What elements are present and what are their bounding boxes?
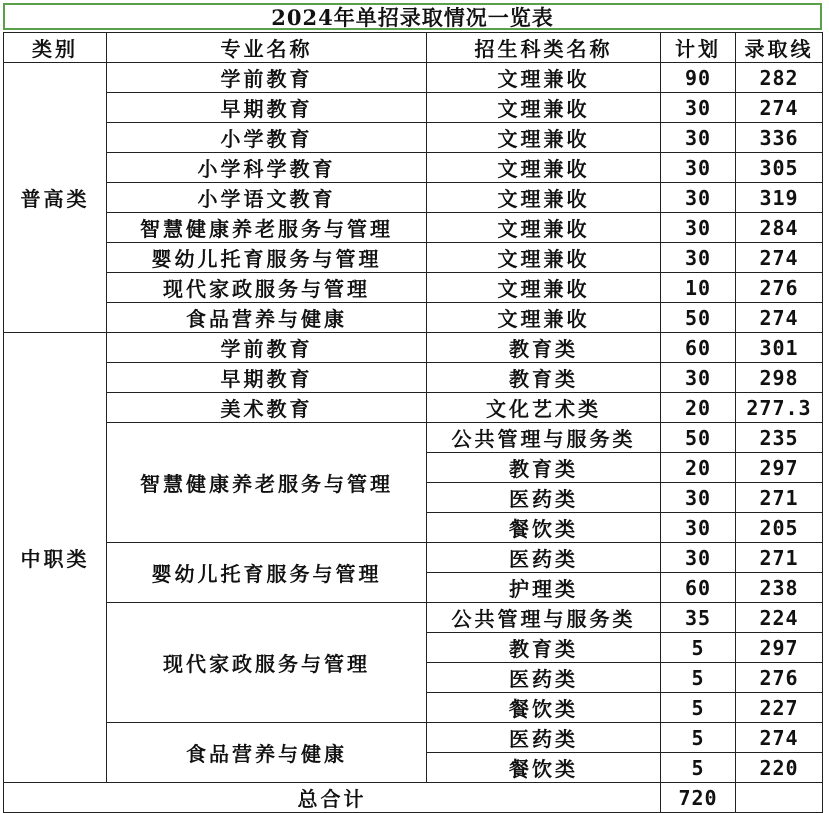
- table-row: [4, 213, 823, 243]
- table-row: [4, 363, 823, 393]
- total-score: [736, 783, 823, 813]
- header-subject: 招生科类名称: [427, 33, 661, 63]
- plan-cell: 60: [661, 333, 736, 363]
- major-cell: 美术教育: [107, 393, 427, 423]
- major-cell: 婴幼儿托育服务与管理: [107, 543, 427, 603]
- table-row: [4, 93, 823, 123]
- score-cell: 274: [736, 93, 823, 123]
- plan-cell: 30: [661, 183, 736, 213]
- subject-cell: 餐饮类: [427, 693, 661, 723]
- score-cell: 205: [736, 513, 823, 543]
- score-cell: 220: [736, 753, 823, 783]
- admission-table: [3, 32, 823, 813]
- plan-cell: 30: [661, 153, 736, 183]
- table-row: [4, 543, 823, 573]
- subject-cell: 医药类: [427, 543, 661, 573]
- major-cell: 早期教育: [107, 93, 427, 123]
- subject-cell: 文理兼收: [427, 213, 661, 243]
- plan-cell: 35: [661, 603, 736, 633]
- plan-cell: 5: [661, 723, 736, 753]
- table-row: [4, 423, 823, 453]
- table-row: [4, 63, 823, 93]
- table-row: [4, 153, 823, 183]
- score-cell: 276: [736, 273, 823, 303]
- header-plan: 计划: [661, 33, 736, 63]
- score-cell: 274: [736, 303, 823, 333]
- subject-cell: 教育类: [427, 363, 661, 393]
- score-cell: 227: [736, 693, 823, 723]
- plan-cell: 90: [661, 63, 736, 93]
- table-row: [4, 243, 823, 273]
- score-cell: 274: [736, 243, 823, 273]
- subject-cell: 教育类: [427, 453, 661, 483]
- subject-cell: 医药类: [427, 723, 661, 753]
- plan-cell: 30: [661, 123, 736, 153]
- plan-cell: 50: [661, 303, 736, 333]
- plan-cell: 20: [661, 393, 736, 423]
- table-row: [4, 303, 823, 333]
- major-cell: 食品营养与健康: [107, 303, 427, 333]
- score-cell: 271: [736, 483, 823, 513]
- header-row: [4, 33, 823, 63]
- subject-cell: 文理兼收: [427, 153, 661, 183]
- major-cell: 小学教育: [107, 123, 427, 153]
- total-row: [4, 783, 823, 813]
- header-category: 类别: [4, 33, 107, 63]
- major-cell: 学前教育: [107, 333, 427, 363]
- score-cell: 224: [736, 603, 823, 633]
- total-plan: 720: [661, 783, 736, 813]
- score-cell: 235: [736, 423, 823, 453]
- score-cell: 282: [736, 63, 823, 93]
- score-cell: 319: [736, 183, 823, 213]
- subject-cell: 护理类: [427, 573, 661, 603]
- subject-cell: 餐饮类: [427, 513, 661, 543]
- header-score: 录取线: [736, 33, 823, 63]
- major-cell: 学前教育: [107, 63, 427, 93]
- plan-cell: 50: [661, 423, 736, 453]
- subject-cell: 医药类: [427, 663, 661, 693]
- plan-cell: 30: [661, 543, 736, 573]
- total-label: 总合计: [4, 783, 661, 813]
- score-cell: 238: [736, 573, 823, 603]
- major-cell: 婴幼儿托育服务与管理: [107, 243, 427, 273]
- score-cell: 298: [736, 363, 823, 393]
- subject-cell: 文理兼收: [427, 243, 661, 273]
- plan-cell: 30: [661, 213, 736, 243]
- major-cell: 智慧健康养老服务与管理: [107, 213, 427, 243]
- subject-cell: 文理兼收: [427, 63, 661, 93]
- table-row: [4, 333, 823, 363]
- subject-cell: 文理兼收: [427, 183, 661, 213]
- score-cell: 297: [736, 453, 823, 483]
- subject-cell: 公共管理与服务类: [427, 423, 661, 453]
- subject-cell: 文理兼收: [427, 273, 661, 303]
- plan-cell: 20: [661, 453, 736, 483]
- table-row: [4, 273, 823, 303]
- plan-cell: 30: [661, 513, 736, 543]
- major-cell: 现代家政服务与管理: [107, 273, 427, 303]
- plan-cell: 30: [661, 243, 736, 273]
- plan-cell: 30: [661, 483, 736, 513]
- major-cell: 食品营养与健康: [107, 723, 427, 783]
- subject-cell: 教育类: [427, 633, 661, 663]
- header-major: 专业名称: [107, 33, 427, 63]
- major-cell: 早期教育: [107, 363, 427, 393]
- score-cell: 336: [736, 123, 823, 153]
- subject-cell: 餐饮类: [427, 753, 661, 783]
- plan-cell: 10: [661, 273, 736, 303]
- subject-cell: 医药类: [427, 483, 661, 513]
- major-cell: 智慧健康养老服务与管理: [107, 423, 427, 543]
- subject-cell: 教育类: [427, 333, 661, 363]
- plan-cell: 5: [661, 753, 736, 783]
- score-cell: 277.3: [736, 393, 823, 423]
- table-row: [4, 183, 823, 213]
- plan-cell: 60: [661, 573, 736, 603]
- table-row: [4, 603, 823, 633]
- plan-cell: 30: [661, 93, 736, 123]
- major-cell: 小学语文教育: [107, 183, 427, 213]
- score-cell: 284: [736, 213, 823, 243]
- major-cell: 小学科学教育: [107, 153, 427, 183]
- subject-cell: 文理兼收: [427, 93, 661, 123]
- subject-cell: 文理兼收: [427, 303, 661, 333]
- score-cell: 301: [736, 333, 823, 363]
- major-cell: 现代家政服务与管理: [107, 603, 427, 723]
- score-cell: 297: [736, 633, 823, 663]
- table-title: 2024年单招录取情况一览表: [3, 3, 822, 30]
- plan-cell: 5: [661, 633, 736, 663]
- subject-cell: 文化艺术类: [427, 393, 661, 423]
- subject-cell: 公共管理与服务类: [427, 603, 661, 633]
- plan-cell: 5: [661, 693, 736, 723]
- subject-cell: 文理兼收: [427, 123, 661, 153]
- plan-cell: 5: [661, 663, 736, 693]
- plan-cell: 30: [661, 363, 736, 393]
- category-cell: 普高类: [4, 63, 107, 333]
- score-cell: 271: [736, 543, 823, 573]
- score-cell: 276: [736, 663, 823, 693]
- table-row: [4, 723, 823, 753]
- score-cell: 274: [736, 723, 823, 753]
- table-row: [4, 123, 823, 153]
- category-cell: 中职类: [4, 333, 107, 783]
- table-row: [4, 393, 823, 423]
- score-cell: 305: [736, 153, 823, 183]
